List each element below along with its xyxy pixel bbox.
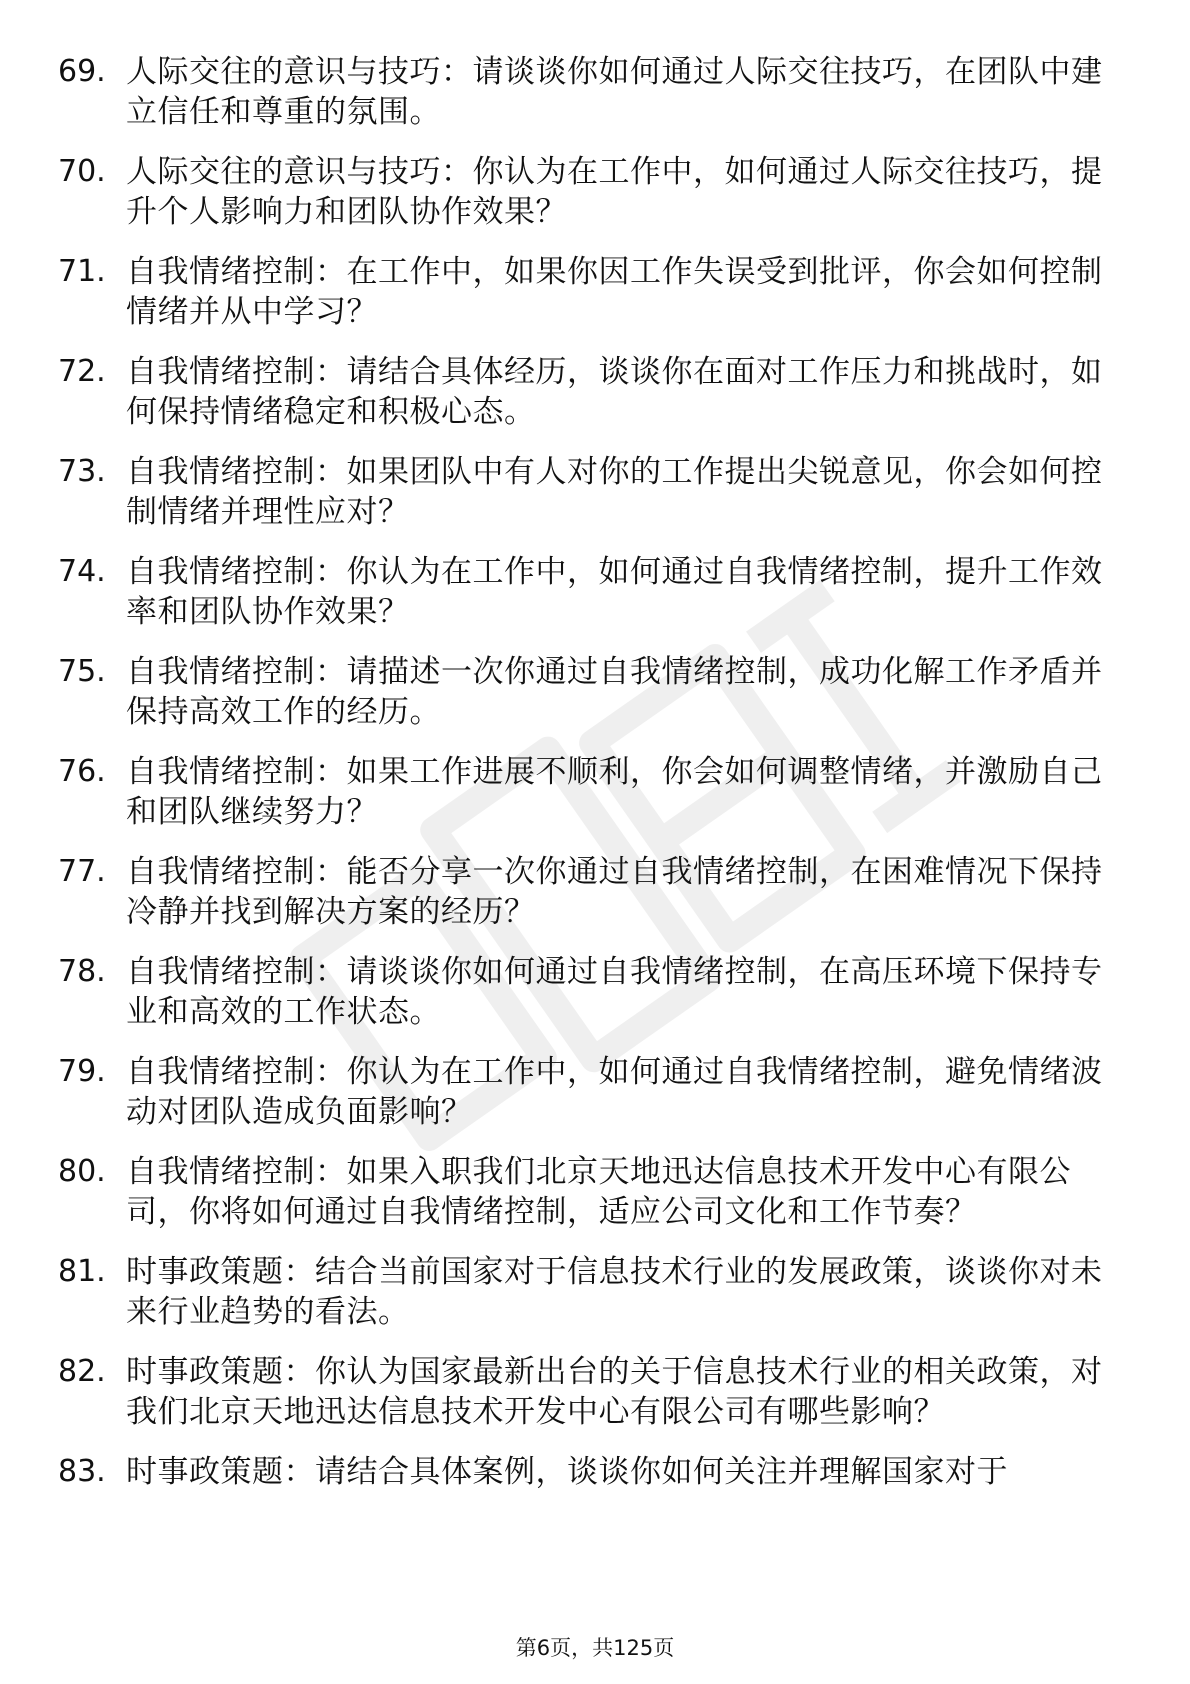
question-text: 人际交往的意识与技巧：你认为在工作中，如何通过人际交往技巧，提升个人影响力和团队协作效果？ [126,154,1103,230]
question-number: 76. [58,754,106,789]
question-text: 时事政策题：请结合具体案例，谈谈你如何关注并理解国家对于 [126,1454,1008,1490]
question-text: 自我情绪控制：你认为在工作中，如何通过自我情绪控制，避免情绪波动对团队造成负面影响？ [126,1054,1103,1130]
question-item [58,352,1118,432]
question-item [58,1052,1118,1132]
question-item [58,652,1118,732]
question-text: 自我情绪控制：在工作中，如果你因工作失误受到批评，你会如何控制情绪并从中学习？ [126,254,1103,330]
question-item [58,1252,1118,1332]
question-number: 83. [58,1454,106,1489]
page-number-label: 第6页，共125页 [515,1636,675,1660]
question-item [58,752,1118,832]
question-text: 自我情绪控制：你认为在工作中，如何通过自我情绪控制，提升工作效率和团队协作效果？ [126,554,1103,630]
question-text: 自我情绪控制：如果团队中有人对你的工作提出尖锐意见，你会如何控制情绪并理性应对？ [126,454,1103,530]
question-number: 82. [58,1354,106,1389]
question-item [58,452,1118,532]
question-item [58,52,1118,132]
question-item [58,152,1118,232]
question-item [58,552,1118,632]
question-item [58,1352,1118,1432]
question-text: 自我情绪控制：如果入职我们北京天地迅达信息技术开发中心有限公司，你将如何通过自我情绪控制，适应公司文化和工作节奏？ [126,1154,1071,1230]
question-item [58,852,1118,932]
question-text: 时事政策题：结合当前国家对于信息技术行业的发展政策，谈谈你对未来行业趋势的看法。 [126,1254,1103,1330]
question-item [58,952,1118,1032]
page-footer [0,1634,1190,1662]
question-text: 人际交往的意识与技巧：请谈谈你如何通过人际交往技巧，在团队中建立信任和尊重的氛围。 [126,54,1103,130]
question-number: 75. [58,654,106,689]
question-text: 自我情绪控制：如果工作进展不顺利，你会如何调整情绪，并激励自己和团队继续努力？ [126,754,1103,830]
question-number: 78. [58,954,106,989]
question-number: 70. [58,154,106,189]
question-text: 自我情绪控制：请谈谈你如何通过自我情绪控制，在高压环境下保持专业和高效的工作状态。 [126,954,1103,1030]
question-number: 73. [58,454,106,489]
question-number: 71. [58,254,106,289]
question-text: 时事政策题：你认为国家最新出台的关于信息技术行业的相关政策，对我们北京天地迅达信息技术开发中心有限公司有哪些影响？ [126,1354,1103,1430]
question-item [58,1452,1118,1492]
question-text: 自我情绪控制：请结合具体经历，谈谈你在面对工作压力和挑战时，如何保持情绪稳定和积极心态。 [126,354,1103,430]
question-number: 81. [58,1254,106,1289]
question-number: 74. [58,554,106,589]
question-number: 72. [58,354,106,389]
question-number: 69. [58,54,106,89]
question-number: 80. [58,1154,106,1189]
question-number: 79. [58,1054,106,1089]
question-text: 自我情绪控制：能否分享一次你通过自我情绪控制，在困难情况下保持冷静并找到解决方案的经历？ [126,854,1103,930]
question-item [58,252,1118,332]
question-item [58,1152,1118,1232]
question-number: 77. [58,854,106,889]
question-list [58,52,1118,1512]
question-text: 自我情绪控制：请描述一次你通过自我情绪控制，成功化解工作矛盾并保持高效工作的经历。 [126,654,1103,730]
